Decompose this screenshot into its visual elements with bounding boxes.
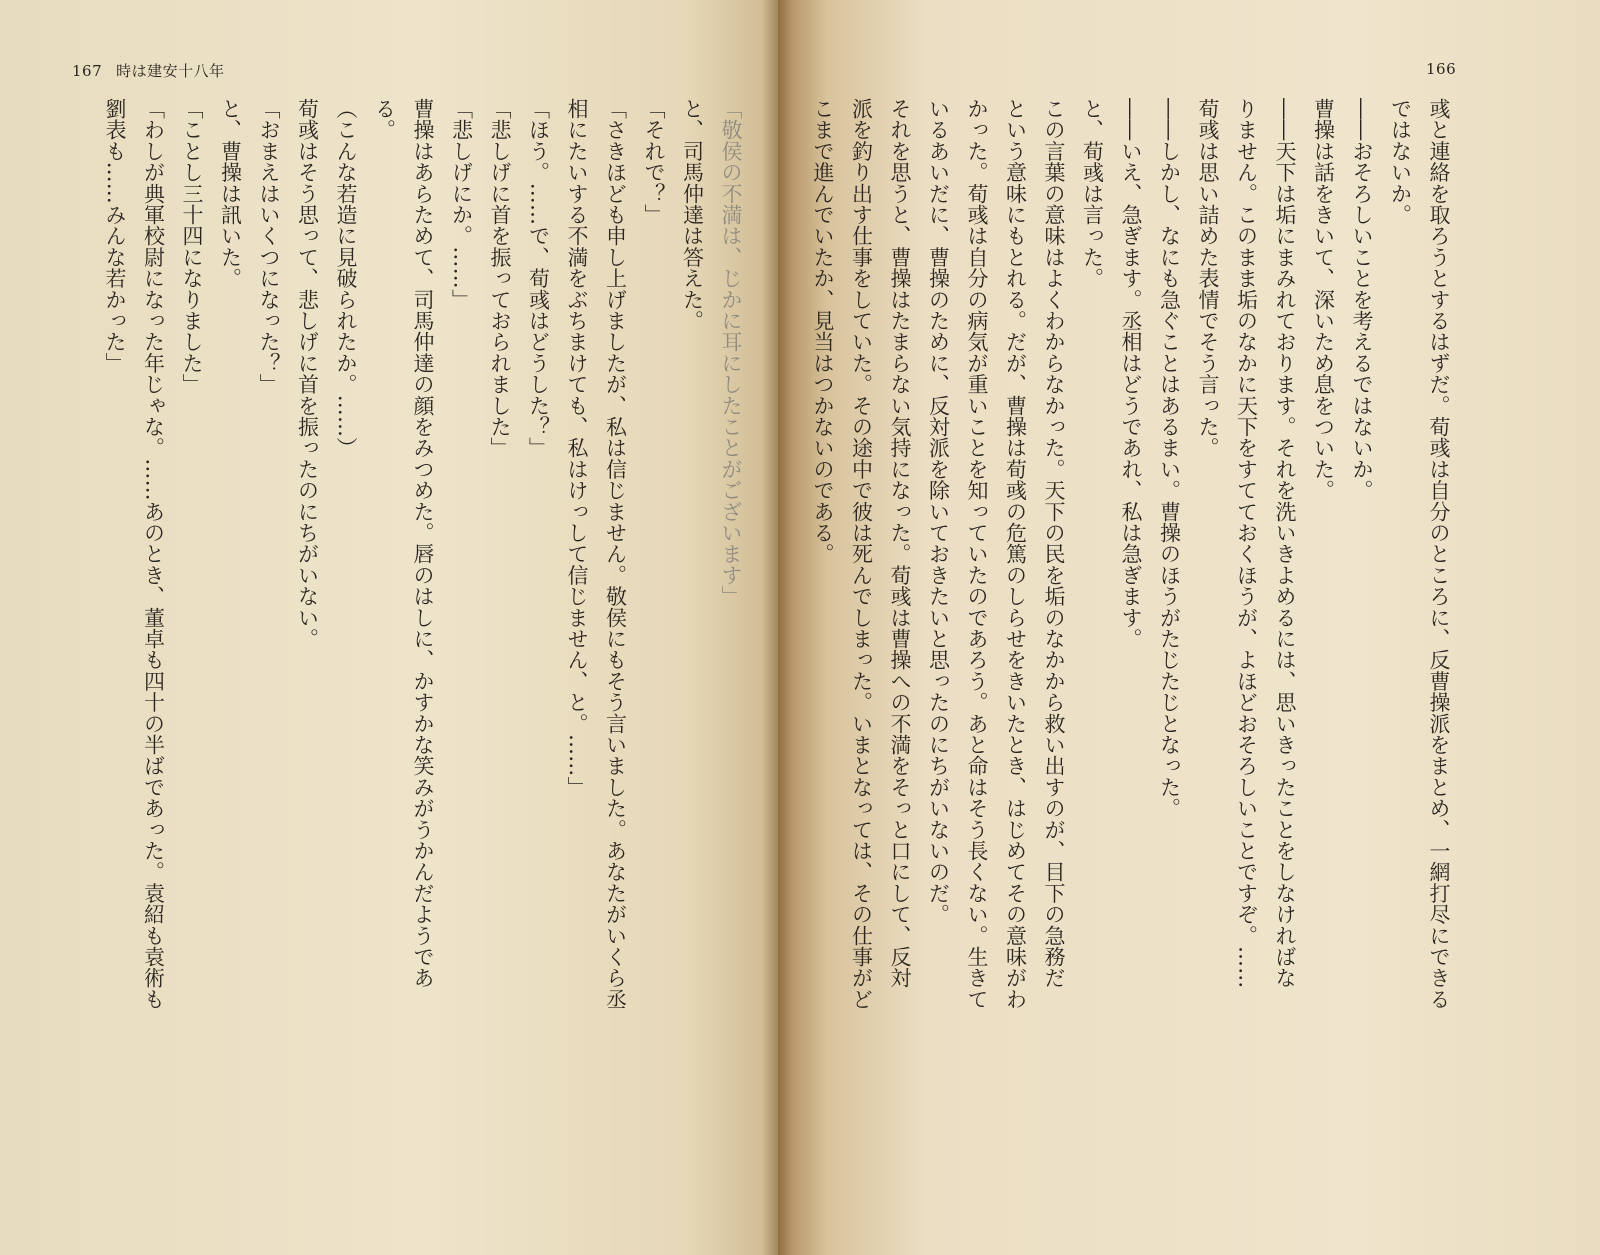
text-line: と、司馬仲達は答えた。 (680, 98, 705, 332)
text-line: 荀彧はそう思って、悲しげに首を振ったのにちがいない。 (295, 98, 320, 650)
text-line: （こんな若造に見破られたか。……） (334, 98, 358, 459)
text-line: 曹操は話をきいて、深いため息をついた。 (1311, 98, 1336, 501)
running-title: 時は建安十八年 (116, 62, 225, 80)
text-line: ではないか。 (1388, 98, 1413, 226)
text-line: 「わしが典軍校尉になった年じゃな。……あのとき、董卓も四十の半ばであった。袁紹も袁術も (141, 98, 166, 1010)
text-line: ――いえ、急ぎます。丞相はどうであれ、私は急ぎます。 (1119, 98, 1143, 650)
left-page-body (60, 98, 750, 1198)
right-page-number: 166 (1426, 60, 1457, 78)
text-line: ――しかし、なにも急ぐことはあるまい。曹操のほうがたじたじとなった。 (1157, 98, 1182, 819)
text-line: 「悲しげにか。……」 (449, 98, 474, 310)
text-line: 「さきほども申し上げましたが、私は信じません。敬侯にもそう言いました。あなたがいくら丞 (603, 98, 628, 1010)
text-line: いるあいだに、曹操のために、反対派を除いておきたいと思ったのにちがいないのだ。 (926, 98, 951, 925)
text-line: 劉表も……みんな若かった」 (103, 98, 127, 374)
left-running-head (72, 60, 225, 81)
text-line: りません。このまま垢のなかに天下をすてておくほうが、よほどおそろしいことですぞ。…… (1234, 98, 1259, 989)
text-line: この言葉の意味はよくわからなかった。天下の民を垢のなかから救い出すのが、目下の急務だ (1042, 98, 1066, 989)
text-line: ――天下は垢にまみれております。それを洗いきよめるには、思いきったことをしなければな (1273, 98, 1297, 989)
text-line: 「ことし三十四になりました」 (180, 98, 204, 395)
text-line: こまで進んでいたか、見当はつかないのである。 (811, 98, 835, 565)
text-line: 派を釣り出す仕事をしていた。その途中で彼は死んでしまった。いまとなっては、その仕事がど (849, 98, 874, 1010)
text-line: 彧と連絡を取ろうとするはずだ。荀彧は自分のところに、反曹操派をまとめ、一網打尽にできる (1427, 98, 1451, 1010)
text-line: それを思うと、曹操はたまらない気持になった。荀彧は曹操への不満をそっと口にして、反対 (888, 98, 912, 989)
text-line: 「おまえはいくつになった？」 (257, 98, 281, 395)
text-line: 「悲しげに首を振っておられました」 (488, 98, 512, 459)
text-line: る。 (372, 98, 397, 141)
text-line: 「敬侯の不満は、じかに耳にしたことがございます」 (719, 98, 743, 607)
text-line: と、荀彧は言った。 (1080, 98, 1105, 289)
text-line: 「それで？」 (642, 98, 666, 226)
text-line: 曹操はあらためて、司馬仲達の顔をみつめた。唇のはしに、かすかな笑みがうかんだようであ (411, 98, 435, 989)
text-line: と、曹操は訊いた。 (218, 98, 243, 289)
text-line: 相にたいする不満をぶちまけても、私はけっして信じません、と。……」 (565, 98, 589, 798)
text-line: 「ほう。……で、荀彧はどうした？」 (526, 98, 551, 459)
right-page-body (758, 98, 1458, 1198)
text-line: 荀彧は思い詰めた表情でそう言った。 (1196, 98, 1220, 459)
text-line: ――おそろしいことを考えるではないか。 (1350, 98, 1374, 501)
left-page-number: 167 (72, 62, 103, 80)
text-line: という意味にもとれる。だが、曹操は荀彧の危篤のしらせをきいたとき、はじめてその意味がわ (1003, 98, 1028, 1010)
text-line: かった。荀彧は自分の病気が重いことを知っていたのであろう。あと命はそう長くない。生きて (965, 98, 989, 1010)
